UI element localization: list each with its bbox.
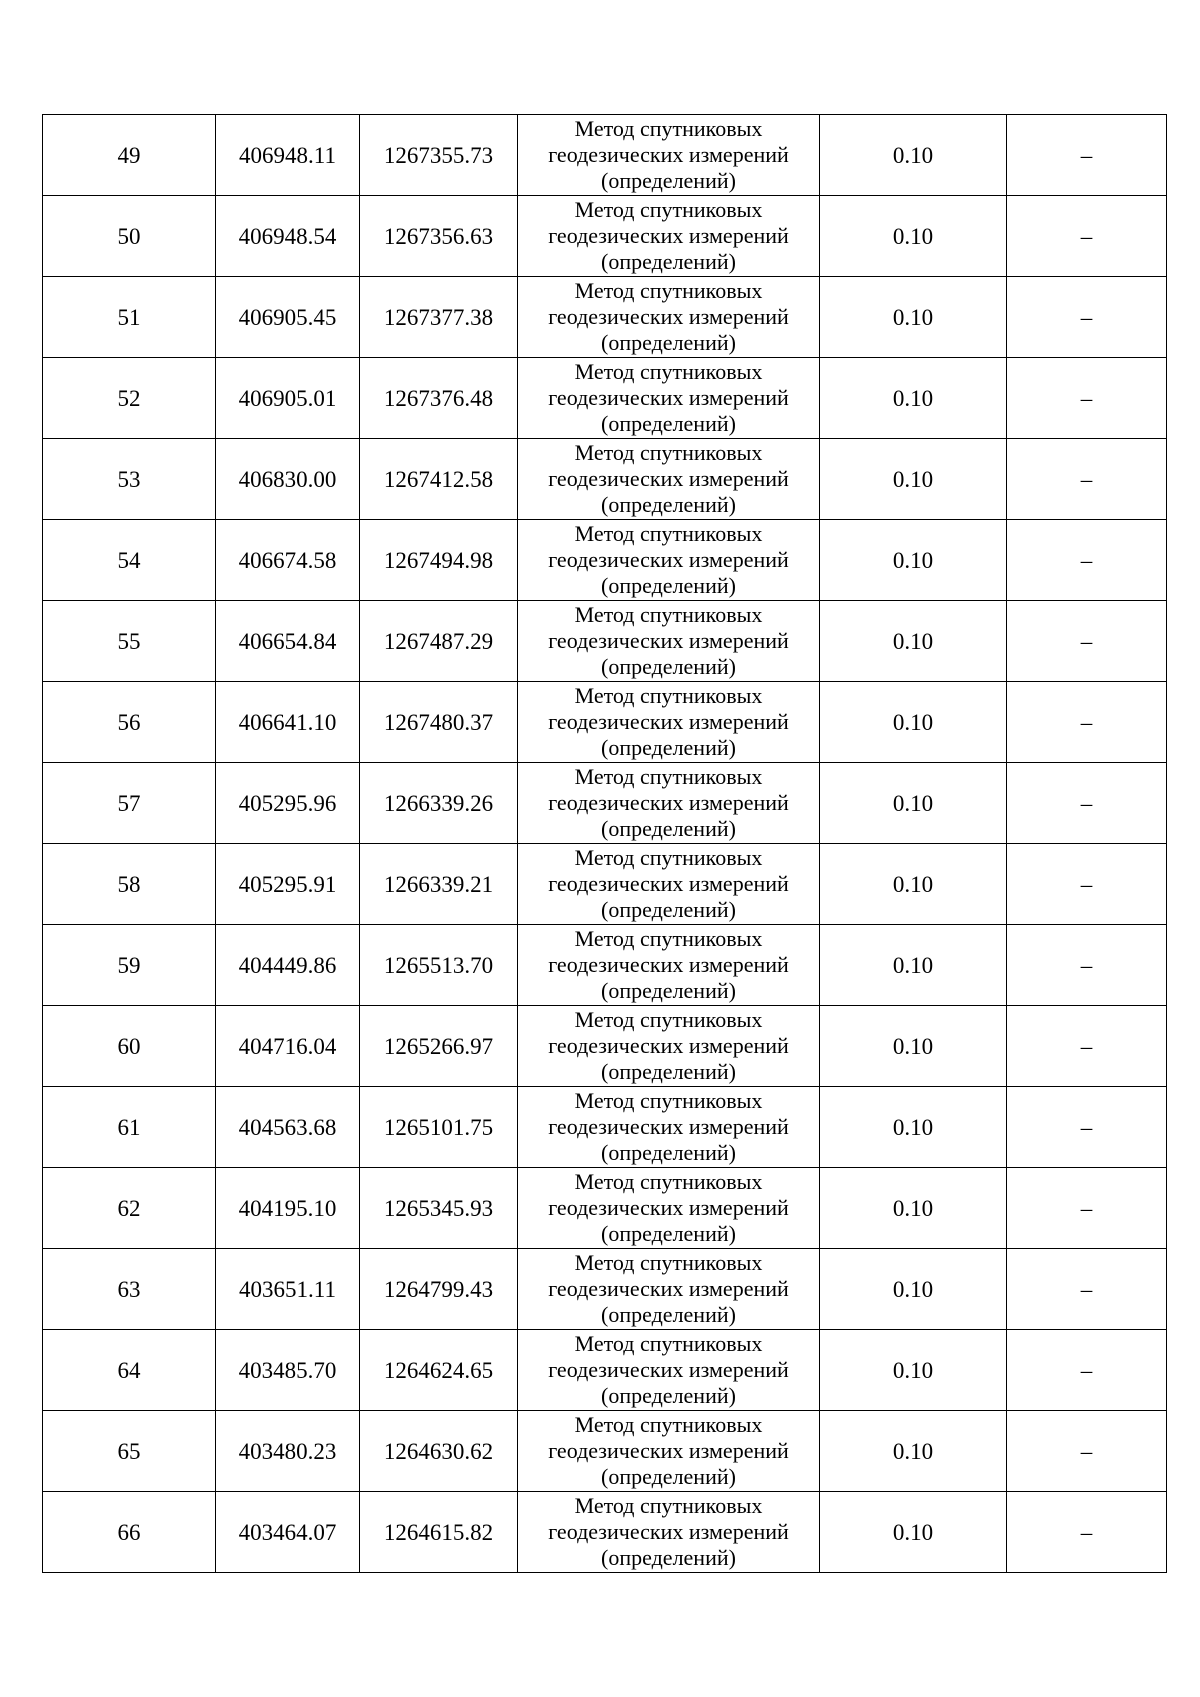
method-line-3: (определений) bbox=[601, 654, 736, 679]
method-line-3: (определений) bbox=[601, 168, 736, 193]
accuracy-cell: 0.10 bbox=[820, 1087, 1007, 1168]
method-line-1: Метод спутниковых bbox=[574, 1493, 763, 1518]
accuracy-cell: 0.10 bbox=[820, 115, 1007, 196]
point-number-cell: 61 bbox=[43, 1087, 216, 1168]
method-line-3: (определений) bbox=[601, 1302, 736, 1327]
accuracy-cell: 0.10 bbox=[820, 358, 1007, 439]
note-cell: – bbox=[1007, 844, 1167, 925]
method-line-2: геодезических измерений bbox=[548, 1114, 789, 1139]
y-coordinate-cell: 1264624.65 bbox=[360, 1330, 518, 1411]
note-cell: – bbox=[1007, 1330, 1167, 1411]
method-line-1: Метод спутниковых bbox=[574, 926, 763, 951]
y-coordinate-cell: 1264615.82 bbox=[360, 1492, 518, 1573]
table-row bbox=[43, 1492, 1167, 1573]
method-line-1: Метод спутниковых bbox=[574, 683, 763, 708]
y-coordinate-cell: 1265101.75 bbox=[360, 1087, 518, 1168]
method-line-1: Метод спутниковых bbox=[574, 764, 763, 789]
table-row bbox=[43, 277, 1167, 358]
note-cell: – bbox=[1007, 277, 1167, 358]
accuracy-cell: 0.10 bbox=[820, 682, 1007, 763]
method-line-1: Метод спутниковых bbox=[574, 602, 763, 627]
y-coordinate-cell: 1264799.43 bbox=[360, 1249, 518, 1330]
method-line-2: геодезических измерений bbox=[548, 871, 789, 896]
note-cell: – bbox=[1007, 1168, 1167, 1249]
point-number-cell: 56 bbox=[43, 682, 216, 763]
y-coordinate-cell: 1267494.98 bbox=[360, 520, 518, 601]
method-line-2: геодезических измерений bbox=[548, 709, 789, 734]
y-coordinate-cell: 1265266.97 bbox=[360, 1006, 518, 1087]
method-line-2: геодезических измерений bbox=[548, 223, 789, 248]
note-cell: – bbox=[1007, 1411, 1167, 1492]
y-coordinate-cell: 1266339.21 bbox=[360, 844, 518, 925]
accuracy-cell: 0.10 bbox=[820, 1249, 1007, 1330]
method-line-1: Метод спутниковых bbox=[574, 1169, 763, 1194]
x-coordinate-cell: 406948.11 bbox=[216, 115, 360, 196]
method-cell bbox=[518, 1330, 820, 1411]
point-number-cell: 58 bbox=[43, 844, 216, 925]
method-line-1: Метод спутниковых bbox=[574, 1331, 763, 1356]
y-coordinate-cell: 1265345.93 bbox=[360, 1168, 518, 1249]
point-number-cell: 54 bbox=[43, 520, 216, 601]
method-cell bbox=[518, 844, 820, 925]
x-coordinate-cell: 403480.23 bbox=[216, 1411, 360, 1492]
method-line-3: (определений) bbox=[601, 1059, 736, 1084]
point-number-cell: 57 bbox=[43, 763, 216, 844]
point-number-cell: 60 bbox=[43, 1006, 216, 1087]
method-line-2: геодезических измерений bbox=[548, 142, 789, 167]
method-line-1: Метод спутниковых bbox=[574, 1412, 763, 1437]
method-line-1: Метод спутниковых bbox=[574, 1250, 763, 1275]
note-cell: – bbox=[1007, 520, 1167, 601]
x-coordinate-cell: 406830.00 bbox=[216, 439, 360, 520]
method-cell bbox=[518, 277, 820, 358]
method-line-1: Метод спутниковых bbox=[574, 197, 763, 222]
point-number-cell: 63 bbox=[43, 1249, 216, 1330]
accuracy-cell: 0.10 bbox=[820, 1411, 1007, 1492]
y-coordinate-cell: 1267376.48 bbox=[360, 358, 518, 439]
accuracy-cell: 0.10 bbox=[820, 196, 1007, 277]
accuracy-cell: 0.10 bbox=[820, 1330, 1007, 1411]
accuracy-cell: 0.10 bbox=[820, 925, 1007, 1006]
x-coordinate-cell: 404716.04 bbox=[216, 1006, 360, 1087]
method-line-3: (определений) bbox=[601, 735, 736, 760]
point-number-cell: 62 bbox=[43, 1168, 216, 1249]
accuracy-cell: 0.10 bbox=[820, 1168, 1007, 1249]
x-coordinate-cell: 406654.84 bbox=[216, 601, 360, 682]
point-number-cell: 51 bbox=[43, 277, 216, 358]
table-row bbox=[43, 601, 1167, 682]
table-row bbox=[43, 358, 1167, 439]
table-row bbox=[43, 196, 1167, 277]
method-line-3: (определений) bbox=[601, 411, 736, 436]
method-cell bbox=[518, 763, 820, 844]
point-number-cell: 65 bbox=[43, 1411, 216, 1492]
table-row bbox=[43, 1006, 1167, 1087]
table-row bbox=[43, 115, 1167, 196]
note-cell: – bbox=[1007, 358, 1167, 439]
x-coordinate-cell: 406674.58 bbox=[216, 520, 360, 601]
method-cell bbox=[518, 682, 820, 763]
method-cell bbox=[518, 115, 820, 196]
accuracy-cell: 0.10 bbox=[820, 601, 1007, 682]
method-line-2: геодезических измерений bbox=[548, 385, 789, 410]
point-number-cell: 52 bbox=[43, 358, 216, 439]
note-cell: – bbox=[1007, 115, 1167, 196]
method-line-3: (определений) bbox=[601, 330, 736, 355]
method-cell bbox=[518, 1168, 820, 1249]
y-coordinate-cell: 1267377.38 bbox=[360, 277, 518, 358]
x-coordinate-cell: 405295.96 bbox=[216, 763, 360, 844]
table-row bbox=[43, 520, 1167, 601]
method-line-1: Метод спутниковых bbox=[574, 359, 763, 384]
table-row bbox=[43, 925, 1167, 1006]
x-coordinate-cell: 406905.45 bbox=[216, 277, 360, 358]
method-line-2: геодезических измерений bbox=[548, 952, 789, 977]
method-line-3: (определений) bbox=[601, 897, 736, 922]
accuracy-cell: 0.10 bbox=[820, 763, 1007, 844]
accuracy-cell: 0.10 bbox=[820, 1006, 1007, 1087]
method-line-2: геодезических измерений bbox=[548, 1357, 789, 1382]
table-row bbox=[43, 439, 1167, 520]
method-line-3: (определений) bbox=[601, 978, 736, 1003]
note-cell: – bbox=[1007, 763, 1167, 844]
note-cell: – bbox=[1007, 196, 1167, 277]
note-cell: – bbox=[1007, 601, 1167, 682]
note-cell: – bbox=[1007, 1006, 1167, 1087]
method-line-1: Метод спутниковых bbox=[574, 440, 763, 465]
x-coordinate-cell: 406905.01 bbox=[216, 358, 360, 439]
note-cell: – bbox=[1007, 1087, 1167, 1168]
table-row bbox=[43, 844, 1167, 925]
method-cell bbox=[518, 1249, 820, 1330]
x-coordinate-cell: 404563.68 bbox=[216, 1087, 360, 1168]
table-row bbox=[43, 763, 1167, 844]
note-cell: – bbox=[1007, 1492, 1167, 1573]
table-row bbox=[43, 682, 1167, 763]
accuracy-cell: 0.10 bbox=[820, 844, 1007, 925]
x-coordinate-cell: 406641.10 bbox=[216, 682, 360, 763]
coordinates-table-body bbox=[43, 115, 1167, 1573]
method-line-2: геодезических измерений bbox=[548, 1033, 789, 1058]
table-row bbox=[43, 1168, 1167, 1249]
method-line-3: (определений) bbox=[601, 573, 736, 598]
method-cell bbox=[518, 358, 820, 439]
y-coordinate-cell: 1267487.29 bbox=[360, 601, 518, 682]
point-number-cell: 59 bbox=[43, 925, 216, 1006]
method-line-3: (определений) bbox=[601, 249, 736, 274]
coordinates-table bbox=[42, 114, 1167, 1573]
method-cell bbox=[518, 439, 820, 520]
x-coordinate-cell: 403485.70 bbox=[216, 1330, 360, 1411]
method-line-2: геодезических измерений bbox=[548, 790, 789, 815]
method-line-1: Метод спутниковых bbox=[574, 1088, 763, 1113]
method-line-3: (определений) bbox=[601, 1545, 736, 1570]
y-coordinate-cell: 1267356.63 bbox=[360, 196, 518, 277]
method-cell bbox=[518, 196, 820, 277]
table-row bbox=[43, 1249, 1167, 1330]
method-cell bbox=[518, 925, 820, 1006]
method-line-1: Метод спутниковых bbox=[574, 1007, 763, 1032]
point-number-cell: 66 bbox=[43, 1492, 216, 1573]
method-line-3: (определений) bbox=[601, 1140, 736, 1165]
method-line-3: (определений) bbox=[601, 492, 736, 517]
x-coordinate-cell: 403464.07 bbox=[216, 1492, 360, 1573]
table-row bbox=[43, 1087, 1167, 1168]
note-cell: – bbox=[1007, 439, 1167, 520]
y-coordinate-cell: 1267480.37 bbox=[360, 682, 518, 763]
method-line-3: (определений) bbox=[601, 1383, 736, 1408]
method-line-3: (определений) bbox=[601, 1221, 736, 1246]
y-coordinate-cell: 1265513.70 bbox=[360, 925, 518, 1006]
y-coordinate-cell: 1264630.62 bbox=[360, 1411, 518, 1492]
method-line-2: геодезических измерений bbox=[548, 628, 789, 653]
y-coordinate-cell: 1266339.26 bbox=[360, 763, 518, 844]
method-line-3: (определений) bbox=[601, 1464, 736, 1489]
note-cell: – bbox=[1007, 925, 1167, 1006]
method-cell bbox=[518, 1087, 820, 1168]
method-cell bbox=[518, 1411, 820, 1492]
method-line-2: геодезических измерений bbox=[548, 466, 789, 491]
method-line-2: геодезических измерений bbox=[548, 1519, 789, 1544]
table-row bbox=[43, 1330, 1167, 1411]
method-cell bbox=[518, 520, 820, 601]
method-line-1: Метод спутниковых bbox=[574, 116, 763, 141]
method-cell bbox=[518, 601, 820, 682]
x-coordinate-cell: 403651.11 bbox=[216, 1249, 360, 1330]
x-coordinate-cell: 406948.54 bbox=[216, 196, 360, 277]
method-line-1: Метод спутниковых bbox=[574, 521, 763, 546]
note-cell: – bbox=[1007, 1249, 1167, 1330]
x-coordinate-cell: 404195.10 bbox=[216, 1168, 360, 1249]
accuracy-cell: 0.10 bbox=[820, 439, 1007, 520]
method-line-3: (определений) bbox=[601, 816, 736, 841]
point-number-cell: 49 bbox=[43, 115, 216, 196]
method-line-1: Метод спутниковых bbox=[574, 278, 763, 303]
method-line-2: геодезических измерений bbox=[548, 1276, 789, 1301]
x-coordinate-cell: 404449.86 bbox=[216, 925, 360, 1006]
method-line-2: геодезических измерений bbox=[548, 1195, 789, 1220]
y-coordinate-cell: 1267355.73 bbox=[360, 115, 518, 196]
method-line-2: геодезических измерений bbox=[548, 547, 789, 572]
method-line-2: геодезических измерений bbox=[548, 304, 789, 329]
accuracy-cell: 0.10 bbox=[820, 520, 1007, 601]
method-line-1: Метод спутниковых bbox=[574, 845, 763, 870]
point-number-cell: 53 bbox=[43, 439, 216, 520]
point-number-cell: 55 bbox=[43, 601, 216, 682]
y-coordinate-cell: 1267412.58 bbox=[360, 439, 518, 520]
accuracy-cell: 0.10 bbox=[820, 277, 1007, 358]
method-cell bbox=[518, 1492, 820, 1573]
table-row bbox=[43, 1411, 1167, 1492]
method-cell bbox=[518, 1006, 820, 1087]
x-coordinate-cell: 405295.91 bbox=[216, 844, 360, 925]
method-line-2: геодезических измерений bbox=[548, 1438, 789, 1463]
note-cell: – bbox=[1007, 682, 1167, 763]
point-number-cell: 50 bbox=[43, 196, 216, 277]
point-number-cell: 64 bbox=[43, 1330, 216, 1411]
accuracy-cell: 0.10 bbox=[820, 1492, 1007, 1573]
